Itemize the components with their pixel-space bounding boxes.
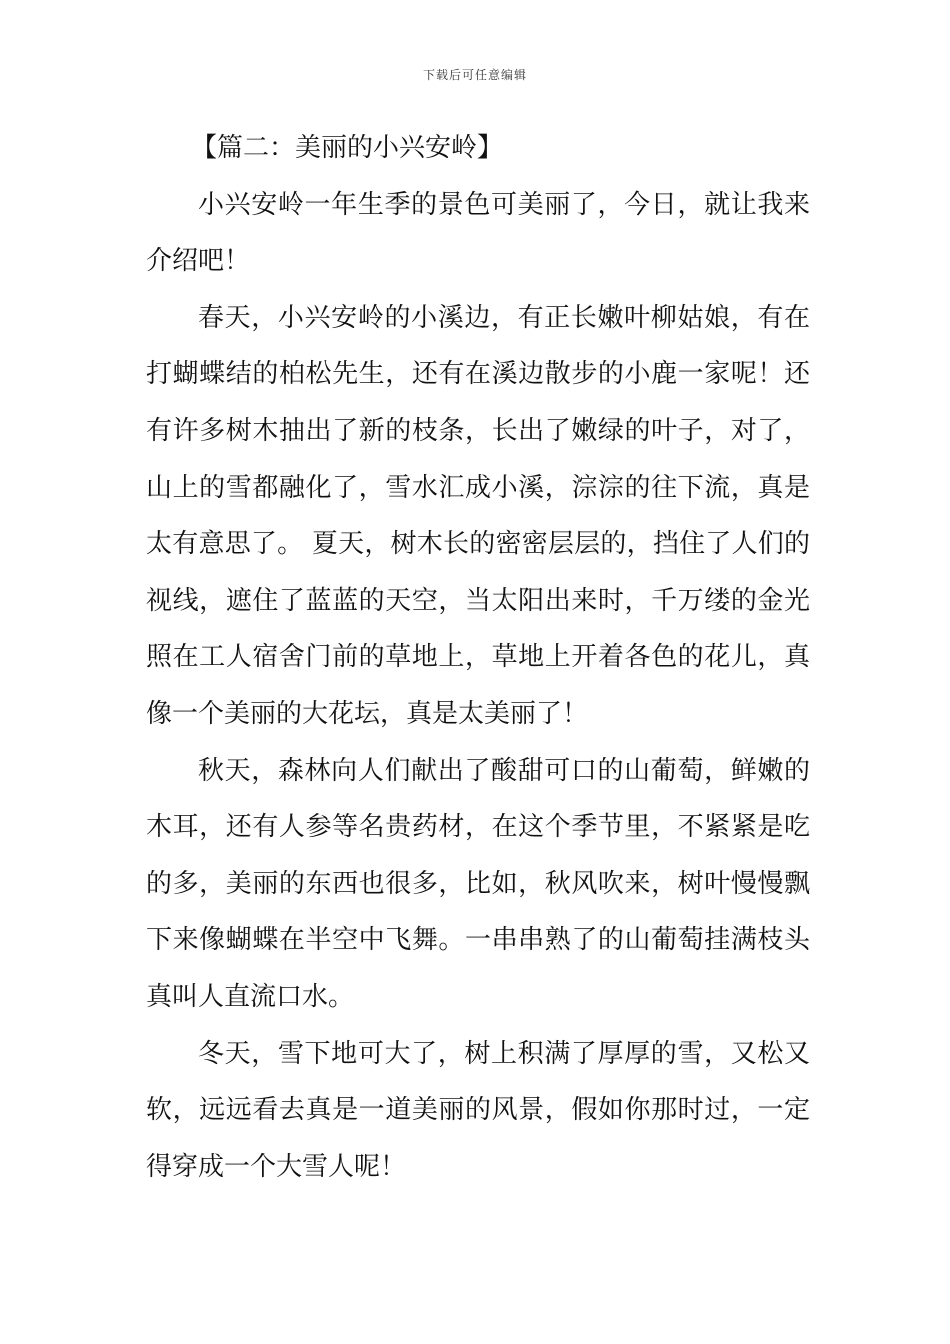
paragraph-spring-summer: 春天，小兴安岭的小溪边，有正长嫩叶柳姑娘，有在打蝴蝶结的柏松先生，还有在溪边散步的小鹿一家呢！还有许多树木抽出了新的枝条，长出了嫩绿的叶子，对了，山上的雪都融化了，雪水汇成小溪，淙淙的往下流，真是太有意思了。 夏天，树木长的密密层层的，挡住了人们的视线，遮住了蓝蓝的天空，当太阳出来时，千万缕的金光照在工人宿舍门前的草地上，草地上开着各色的花儿，真像一个美丽的大花坛，真是太美丽了！ [146,302,810,729]
document-body [146,120,810,1195]
document-title: 【篇二：美丽的小兴安岭】 [191,133,504,163]
paragraph-winter: 冬天，雪下地可大了，树上积满了厚厚的雪，又松又软，远远看去真是一道美丽的风景，假如你那时过，一定得穿成一个大雪人呢！ [146,1038,810,1182]
paragraph-autumn: 秋天，森林向人们献出了酸甜可口的山葡萄，鲜嫩的木耳，还有人参等名贵药材，在这个季节里，不紧紧是吃的多，美丽的东西也很多，比如，秋风吹来，树叶慢慢飘下来像蝴蝶在半空中飞舞。一串串熟了的山葡萄挂满枝头真叫人直流口水。 [146,755,810,1012]
paragraph-intro: 小兴安岭一年生季的景色可美丽了，今日，就让我来介绍吧！ [146,189,810,277]
header-note: 下载后可任意编辑 [422,68,527,82]
